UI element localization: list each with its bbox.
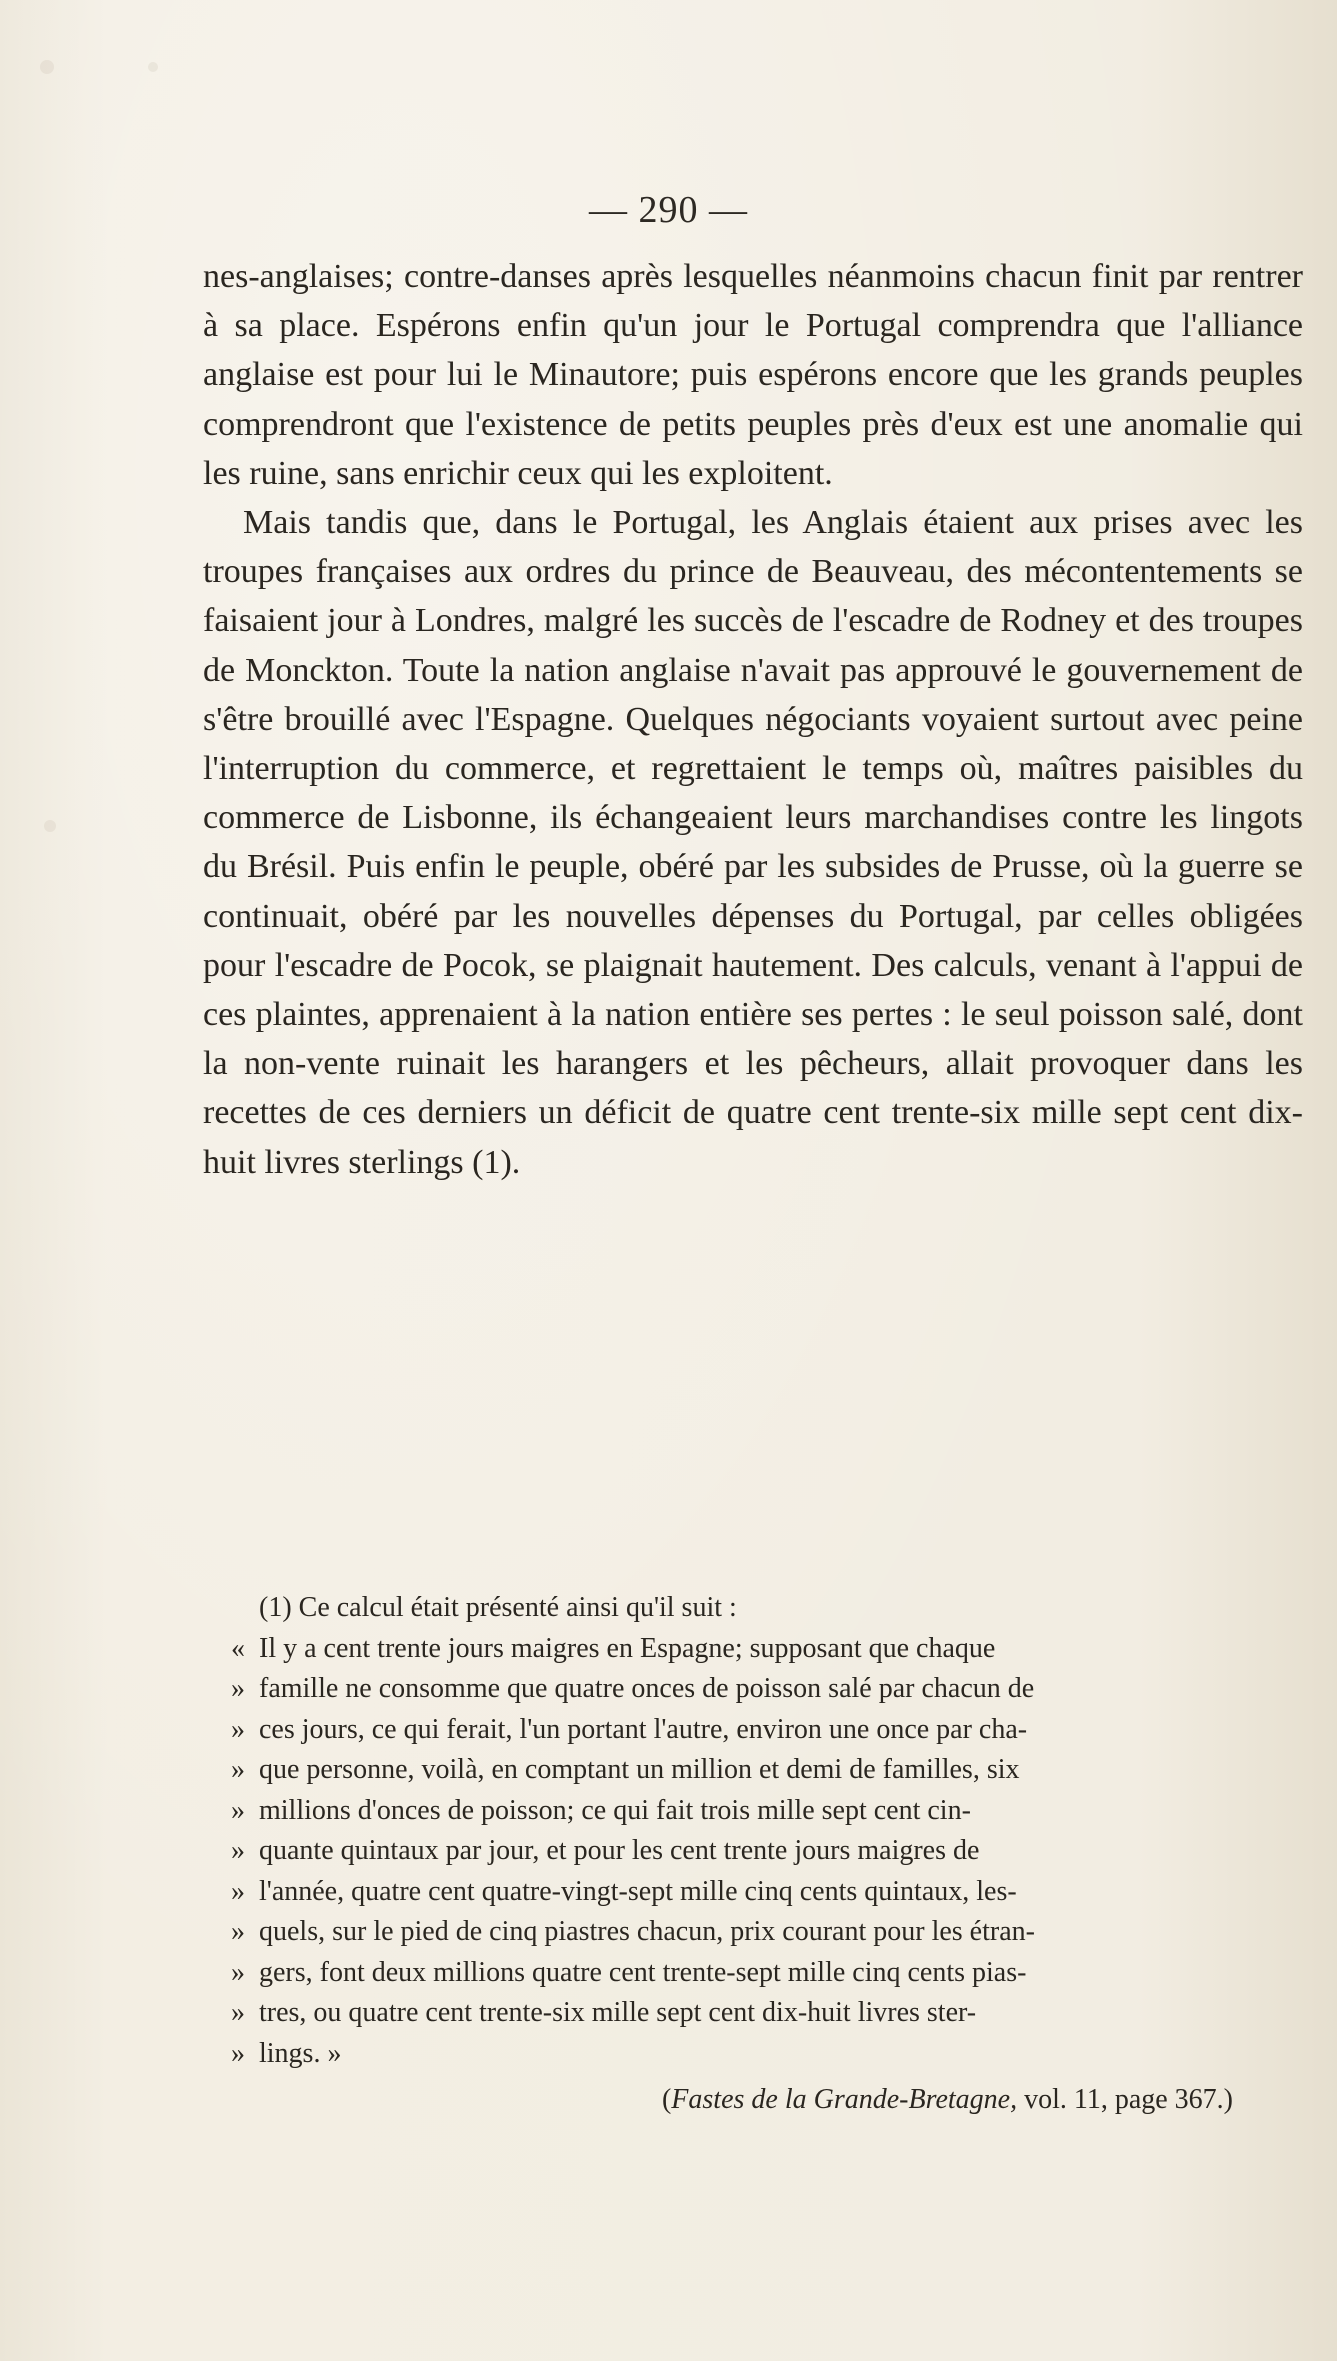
footnote-line [203,1872,1303,1913]
footnote-line-text: famille ne consomme que quatre onces de poisson salé par chacun de [259,1673,1035,1704]
footnote-heading: (1) Ce calcul était présenté ainsi qu'il suit : [259,1592,737,1623]
source-reference: vol. 11, page 367.) [1017,2084,1233,2115]
paper-stain [44,820,56,832]
footnote-line [203,1669,1303,1710]
source-title: Fastes de la Grande-Bretagne, [671,2084,1018,2115]
paper-stain [40,60,54,74]
footnote-source [203,2080,1233,2121]
quote-mark: » [231,1835,245,1866]
quote-mark: » [231,1875,245,1907]
page-number: — 290 — [589,189,748,231]
quote-mark: » [231,2037,245,2069]
paragraph-2: Mais tandis que, dans le Portugal, les Anglais étaient aux prises avec les troupes françaises aux ordres du prince de Beauveau, des mécontentements se faisaient jour à Londres, malgré les succès de l'escadre de Rodney et des troupes de Monckton. Toute la nation anglaise n'avait pas approuvé le gouvernement de s'être brouillé avec l'Espagne. Quelques négociants voyaient surtout avec peine l'interruption du commerce, et regrettaient le temps où, maîtres paisibles du commerce de Lisbonne, ils échangeaient leurs marchandises contre les lingots du Brésil. Puis enfin le peuple, obéré par les subsides de Prusse, où la guerre se continuait, obéré par les nouvelles dépenses du Portugal, par celles obligées pour l'escadre de Pocok, se plaignait hautement. Des calculs, venant à l'appui de ces plaintes, apprenaient à la nation entière ses pertes : le seul poisson salé, dont la non-vente ruinait les harangers et les pêcheurs, allait provoquer dans les recettes de ces derniers un déficit de quatre cent trente-six mille sept cent dix-huit livres sterlings (1). [203,504,1303,1181]
main-text [203,252,1303,1187]
source-open-paren: ( [661,2084,672,2115]
footnote-line [203,2034,1303,2075]
footnote-line [203,1629,1303,1670]
footnote-line-text: gers, font deux millions quatre cent trente-sept mille cinq cents pias- [259,1956,1027,1988]
quote-mark: » [231,1794,245,1826]
footnote-line-text: millions d'onces de poisson; ce qui fait trois mille sept cent cin- [259,1794,971,1826]
footnote-line-text: quante quintaux par jour, et pour les cent trente jours maigres de [259,1835,980,1866]
footnote-line-text: ces jours, ce qui ferait, l'un portant l'autre, environ une once par cha- [259,1713,1028,1745]
footnote-line-text: quels, sur le pied de cinq piastres chacun, prix courant pour les étran- [259,1916,1035,1947]
footnote-line [203,1831,1303,1872]
footnote-line-text: tres, ou quatre cent trente-six mille sept cent dix-huit livres ster- [259,1997,977,2028]
footnote-line [203,1953,1303,1994]
quote-mark: » [231,1916,245,1947]
footnote-line-text: que personne, voilà, en comptant un million et demi de familles, six [259,1754,1020,1785]
footnote-line [203,1750,1303,1791]
footnote-line-text: l'année, quatre cent quatre-vingt-sept mille cinq cents quintaux, les- [259,1875,1017,1907]
footnote-line [203,1791,1303,1832]
quote-mark: » [231,1673,245,1704]
quote-mark: « [231,1632,245,1664]
paragraph-1: nes-anglaises; contre-danses après lesquelles néanmoins chacun finit par rentrer à sa place. Espérons enfin qu'un jour le Portugal comprendra que l'alliance anglaise est pour lui le Minautore; puis espérons encore que les grands peuples comprendront que l'existence de petits peuples près d'eux est une anomalie qui les ruine, sans enrichir ceux qui les exploitent. [203,258,1303,492]
quote-mark: » [231,1997,245,2028]
footnote-line-text: lings. » [259,2037,342,2069]
footnote-line [203,1993,1303,2034]
quote-mark: » [231,1754,245,1785]
footnote-line [203,1912,1303,1953]
footnote-line-text: Il y a cent trente jours maigres en Espagne; supposant que chaque [259,1632,996,1664]
quote-mark: » [231,1956,245,1988]
paper-stain [148,62,158,72]
quote-mark: » [231,1713,245,1745]
footnote [203,1588,1303,2121]
footnote-line [203,1710,1303,1751]
